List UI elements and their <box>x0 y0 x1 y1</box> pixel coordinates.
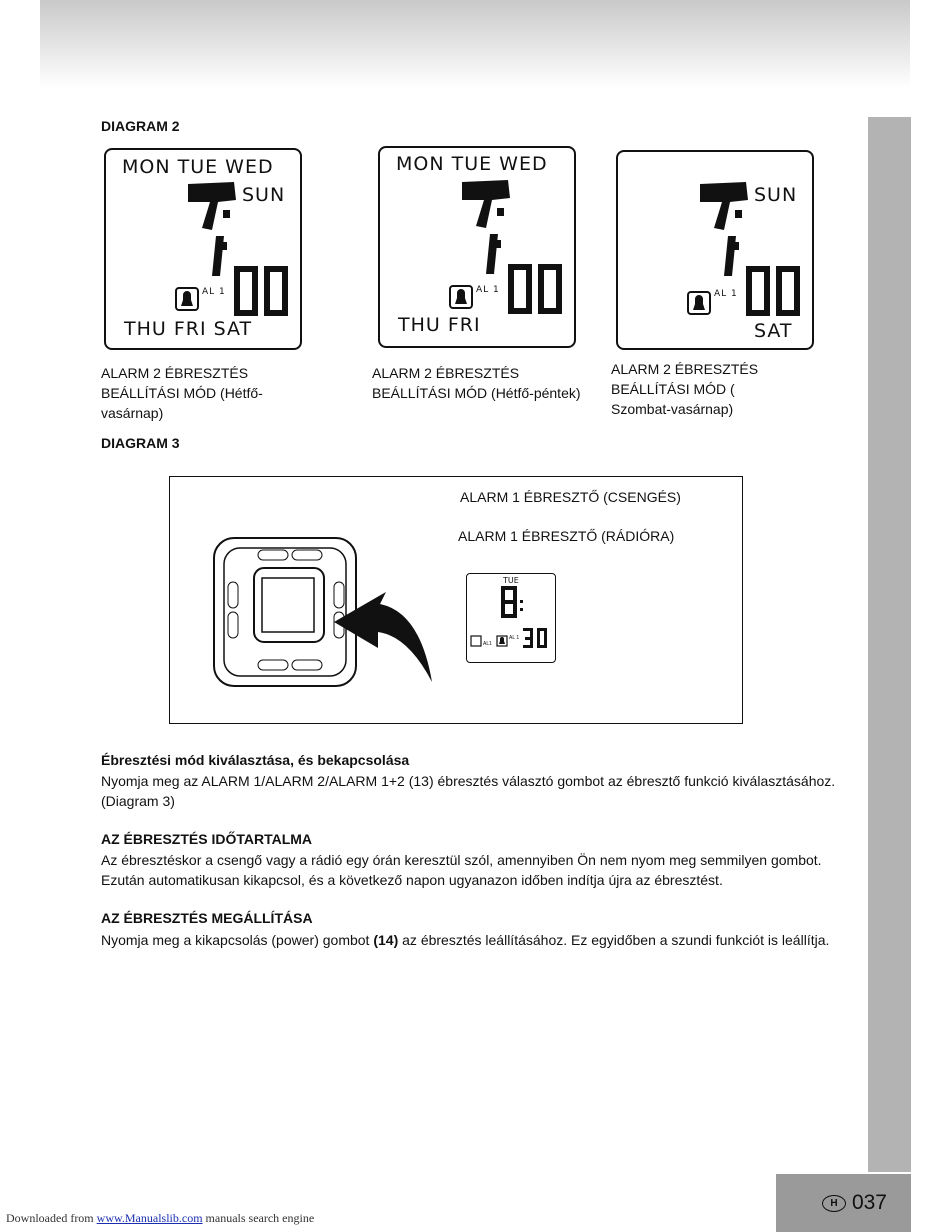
diagram3-heading: DIAGRAM 3 <box>101 435 180 451</box>
caption-line: ALARM 2 ÉBRESZTÉS <box>611 361 759 377</box>
lcd-bottom-days: THU FRI SAT <box>124 318 253 340</box>
stop-text-pre: Nyomja meg a kikapcsolás (power) gombot <box>101 932 374 948</box>
caption-line: BEÁLLÍTÁSI MÓD ( <box>611 381 735 397</box>
caption-line: Szombat-vasárnap) <box>611 401 734 417</box>
caption-3 <box>611 359 851 419</box>
manualslib-link[interactable]: www.Manualslib.com <box>96 1211 203 1225</box>
lcd-sun-label: SUN <box>242 184 286 206</box>
stop-text-post: az ébresztés leállításához. Ez egyidőben a szundi funkciót is leállítja. <box>398 932 830 948</box>
section-body-duration: Az ébresztéskor a csengő vagy a rádió egy órán keresztül szól, amennyiben Ön nem nyom meg semmilyen gombot. Ezután automatikusan kikapcsol, és a következő napon ugyanazon időben indítja újra az ébresztést. <box>101 852 822 888</box>
footer-prefix: Downloaded from <box>6 1211 97 1225</box>
download-footer <box>6 1211 314 1226</box>
section-body-stop <box>101 930 851 950</box>
lcd-bottom-days: THU FRI <box>398 314 481 336</box>
language-badge: H <box>822 1195 846 1212</box>
lcd-digits <box>618 152 812 348</box>
diagram2-heading: DIAGRAM 2 <box>101 118 180 134</box>
small-lcd-digits <box>467 574 555 662</box>
caption-2 <box>372 363 612 403</box>
section-title-stop: AZ ÉBRESZTÉS MEGÁLLÍTÁSA <box>101 910 313 926</box>
diagram3-box <box>169 476 743 724</box>
side-bar <box>868 117 911 1172</box>
section-title-select: Ébresztési mód kiválasztása, és bekapcsolása <box>101 752 410 768</box>
caption-line: BEÁLLÍTÁSI MÓD (Hétfő- <box>101 385 263 401</box>
section-title-duration: AZ ÉBRESZTÉS IDŐTARTALMA <box>101 831 313 847</box>
lcd-display-1 <box>104 148 302 350</box>
lcd-top-days: MON TUE WED <box>122 156 274 178</box>
footer-suffix: manuals search engine <box>202 1211 315 1225</box>
small-lcd-al1: AL1 <box>483 641 492 647</box>
lcd-top-days: MON TUE WED <box>396 153 548 175</box>
lcd-bottom-days: SAT <box>754 320 793 342</box>
lcd-display-3 <box>616 150 814 350</box>
page-number: 037 <box>851 1191 887 1214</box>
alarm-buzzer-label: ALARM 1 ÉBRESZTŐ (CSENGÉS) <box>460 489 681 505</box>
lcd-alarm-label: AL 1 <box>714 289 738 299</box>
lcd-alarm-label: AL 1 <box>476 285 500 295</box>
small-lcd-al2: AL 1 <box>509 635 520 641</box>
lcd-display-2 <box>378 146 576 348</box>
section-body-select: Nyomja meg az ALARM 1/ALARM 2/ALARM 1+2 (13) ébresztés választó gombot az ébresztő funkció kiválasztásához. (Diagram 3) <box>101 773 836 809</box>
small-lcd-day: TUE <box>503 576 519 585</box>
small-lcd <box>466 573 556 663</box>
header-band <box>40 0 910 88</box>
caption-line: vasárnap) <box>101 405 164 421</box>
clock-radio-illustration <box>210 532 450 692</box>
alarm-radio-label: ALARM 1 ÉBRESZTŐ (RÁDIÓRA) <box>458 528 675 544</box>
lcd-sun-label: SUN <box>754 184 798 206</box>
caption-line: ALARM 2 ÉBRESZTÉS <box>372 365 520 381</box>
stop-text-bold: (14) <box>373 932 399 948</box>
caption-line: ALARM 2 ÉBRESZTÉS <box>101 365 249 381</box>
caption-1 <box>101 363 361 423</box>
caption-line: BEÁLLÍTÁSI MÓD (Hétfő-péntek) <box>372 385 581 401</box>
lcd-alarm-label: AL 1 <box>202 287 226 297</box>
page-number-box <box>776 1174 911 1232</box>
